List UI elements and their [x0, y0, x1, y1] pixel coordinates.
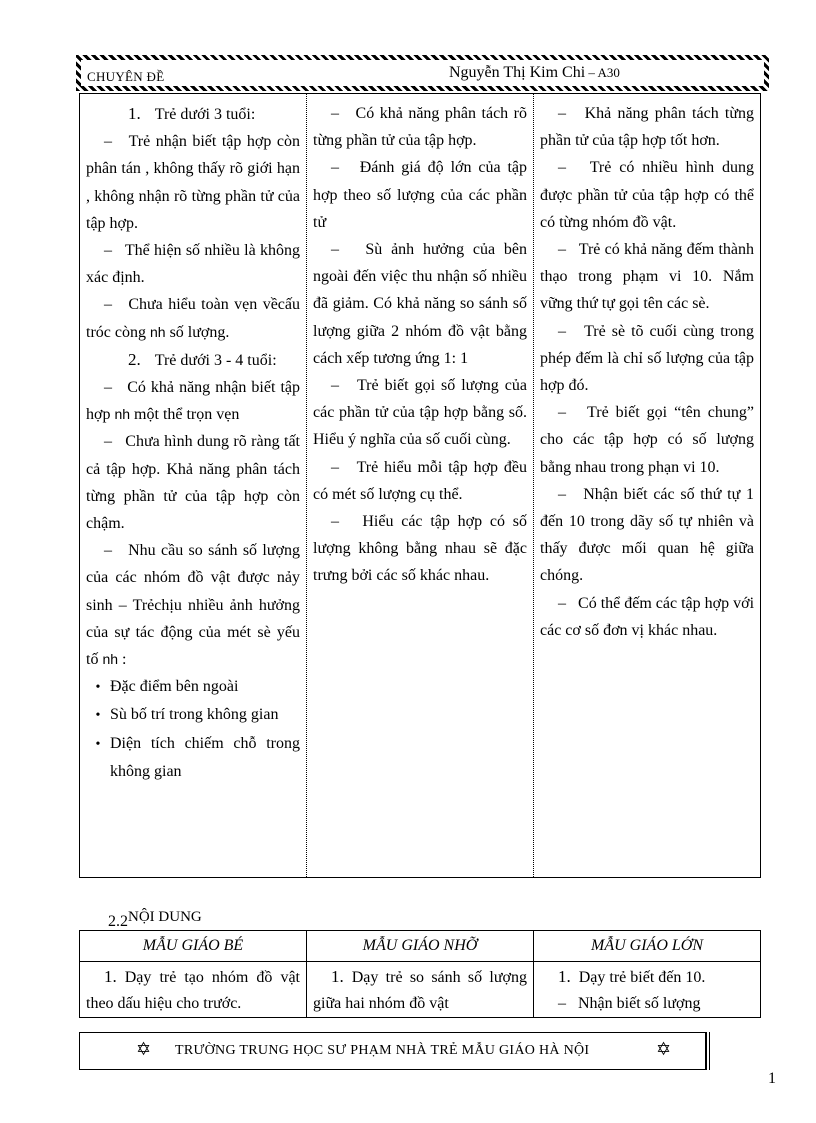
list-item: – Chưa hiểu toàn vẹn vềcấu tróc còng nh số lượng. [86, 296, 300, 341]
page-header [76, 55, 769, 91]
author-code: – A30 [585, 65, 620, 80]
content-table [79, 930, 761, 1018]
section-number: 2.2 [108, 913, 128, 930]
star-of-david-icon: ✡ [656, 1039, 672, 1059]
list-item: – Thể hiện số nhiều là không xác định. [86, 242, 300, 287]
page-number: 1 [768, 1070, 776, 1087]
list-item: – Nhận biết các số thứ tự 1 đến 10 trong dãy số tự nhiên và thấy được mối quan hệ giữa chóng. [540, 485, 755, 585]
list-item: – Sù ảnh hưởng của bên ngoài đến việc thu nhận số nhiều đã giảm. Có khả năng so sánh số lượng giữa 2 nhóm đồ vật bằng cách xếp tương ứng 1: 1 [313, 241, 528, 367]
column-age-4-5 [307, 94, 534, 877]
footer-school-name: TRƯỜNG TRUNG HỌC SƯ PHẠM NHÀ TRẺ MẪU GIÁO HÀ NỘI [175, 1043, 590, 1058]
column-age-under-3-4 [80, 94, 307, 877]
list-item: – Đánh giá độ lớn của tập hợp theo số lượng của các phần tử [313, 159, 528, 231]
bullet-item: • Đặc điểm bên ngoài [86, 673, 300, 701]
list-item: – Nhu cầu so sánh số lượng của các nhóm đồ vật được nảy sinh – Trẻchịu nhiều ảnh hưởng của sự tác động của mét sè yếu tố nh : [86, 542, 300, 669]
star-of-david-icon: ✡ [136, 1039, 152, 1059]
list-item: – Có khả năng nhận biết tập hợp nh một thể trọn vẹn [86, 379, 301, 424]
list-item: – Trẻ biết gọi “tên chung” cho các tập hợp có số lượng bằng nhau trong phạn vi 10. [540, 404, 754, 476]
list-heading: 1. Trẻ dưới 3 tuổi: [128, 104, 256, 123]
bullet-item: • Sù bố trí trong không gian [86, 701, 300, 729]
list-item: – Có thể đếm các tập hợp với các cơ số đơn vị khác nhau. [540, 594, 755, 639]
table-cell: 1. Dạy trẻ tạo nhóm đồ vật theo dấu hiệu cho trước. [80, 962, 307, 1017]
list-item: – Trẻ hiểu mỗi tập hợp đều có mét số lượng cụ thể. [313, 458, 528, 503]
table-header-cell: MẪU GIÁO LỚN [534, 931, 760, 962]
list-heading: 2. Trẻ dưới 3 - 4 tuổi: [128, 349, 277, 369]
table-header-cell: MẪU GIÁO NHỠ [307, 931, 534, 962]
list-item: – Trẻ nhận biết tập hợp còn phân tán , không thấy rõ giới hạn , không nhận rõ từng phần tử của tập hợp. [86, 133, 301, 232]
header-topic: CHUYÊN ĐỀ [87, 69, 165, 84]
table-cell: 1. Dạy trẻ biết đến 10. – Nhận biết số lượng [558, 967, 706, 1012]
list-item: – Trẻ sè tõ cuối cùng trong phép đếm là chỉ số lượng của tập hợp đó. [540, 322, 754, 395]
bullet-icon: • [95, 708, 101, 724]
table-header-cell: MẪU GIÁO BÉ [80, 931, 307, 962]
list-item: – Có khả năng phân tách rõ từng phần tử của tập hợp. [313, 105, 528, 150]
table-cell: 1. Dạy trẻ so sánh số lượng giữa hai nhóm đồ vật [307, 962, 534, 1017]
section-title: NỘI DUNG [128, 909, 202, 925]
section-heading [108, 908, 202, 930]
list-item: – Trẻ có nhiều hình dung được phần tử của tập hợp có thể có từng nhóm đồ vật. [540, 159, 755, 231]
bullet-item: • Diện tích chiếm chỗ trong không gian [86, 730, 300, 785]
bullet-icon: • [95, 680, 101, 696]
list-item: – Trẻ có khả năng đếm thành thạo trong phạm vi 10. Nắm vững thứ tự gọi tên các sè. [540, 241, 754, 313]
list-item: – Hiểu các tập hợp có số lượng không bằng nhau sẽ đặc trưng bởi các số khác nhau. [313, 513, 527, 585]
author-name: Nguyễn Thị Kim Chi [449, 64, 586, 81]
list-item: – Chưa hình dung rõ ràng tất cả tập hợp. Khả năng phân tách từng phần tử của tập hợp còn chậm. [86, 433, 301, 533]
development-table [79, 93, 761, 878]
column-age-5-6 [534, 94, 760, 877]
header-author [449, 64, 620, 82]
page-footer [79, 1032, 706, 1070]
bullet-icon: • [95, 736, 101, 752]
list-item: – Khả năng phân tách từng phần tử của tập hợp tốt hơn. [540, 105, 755, 150]
list-item: – Trẻ biết gọi số lượng của các phần tử của tập hợp bằng số. Hiểu ý nghĩa của số cuối cùng. [313, 377, 527, 449]
